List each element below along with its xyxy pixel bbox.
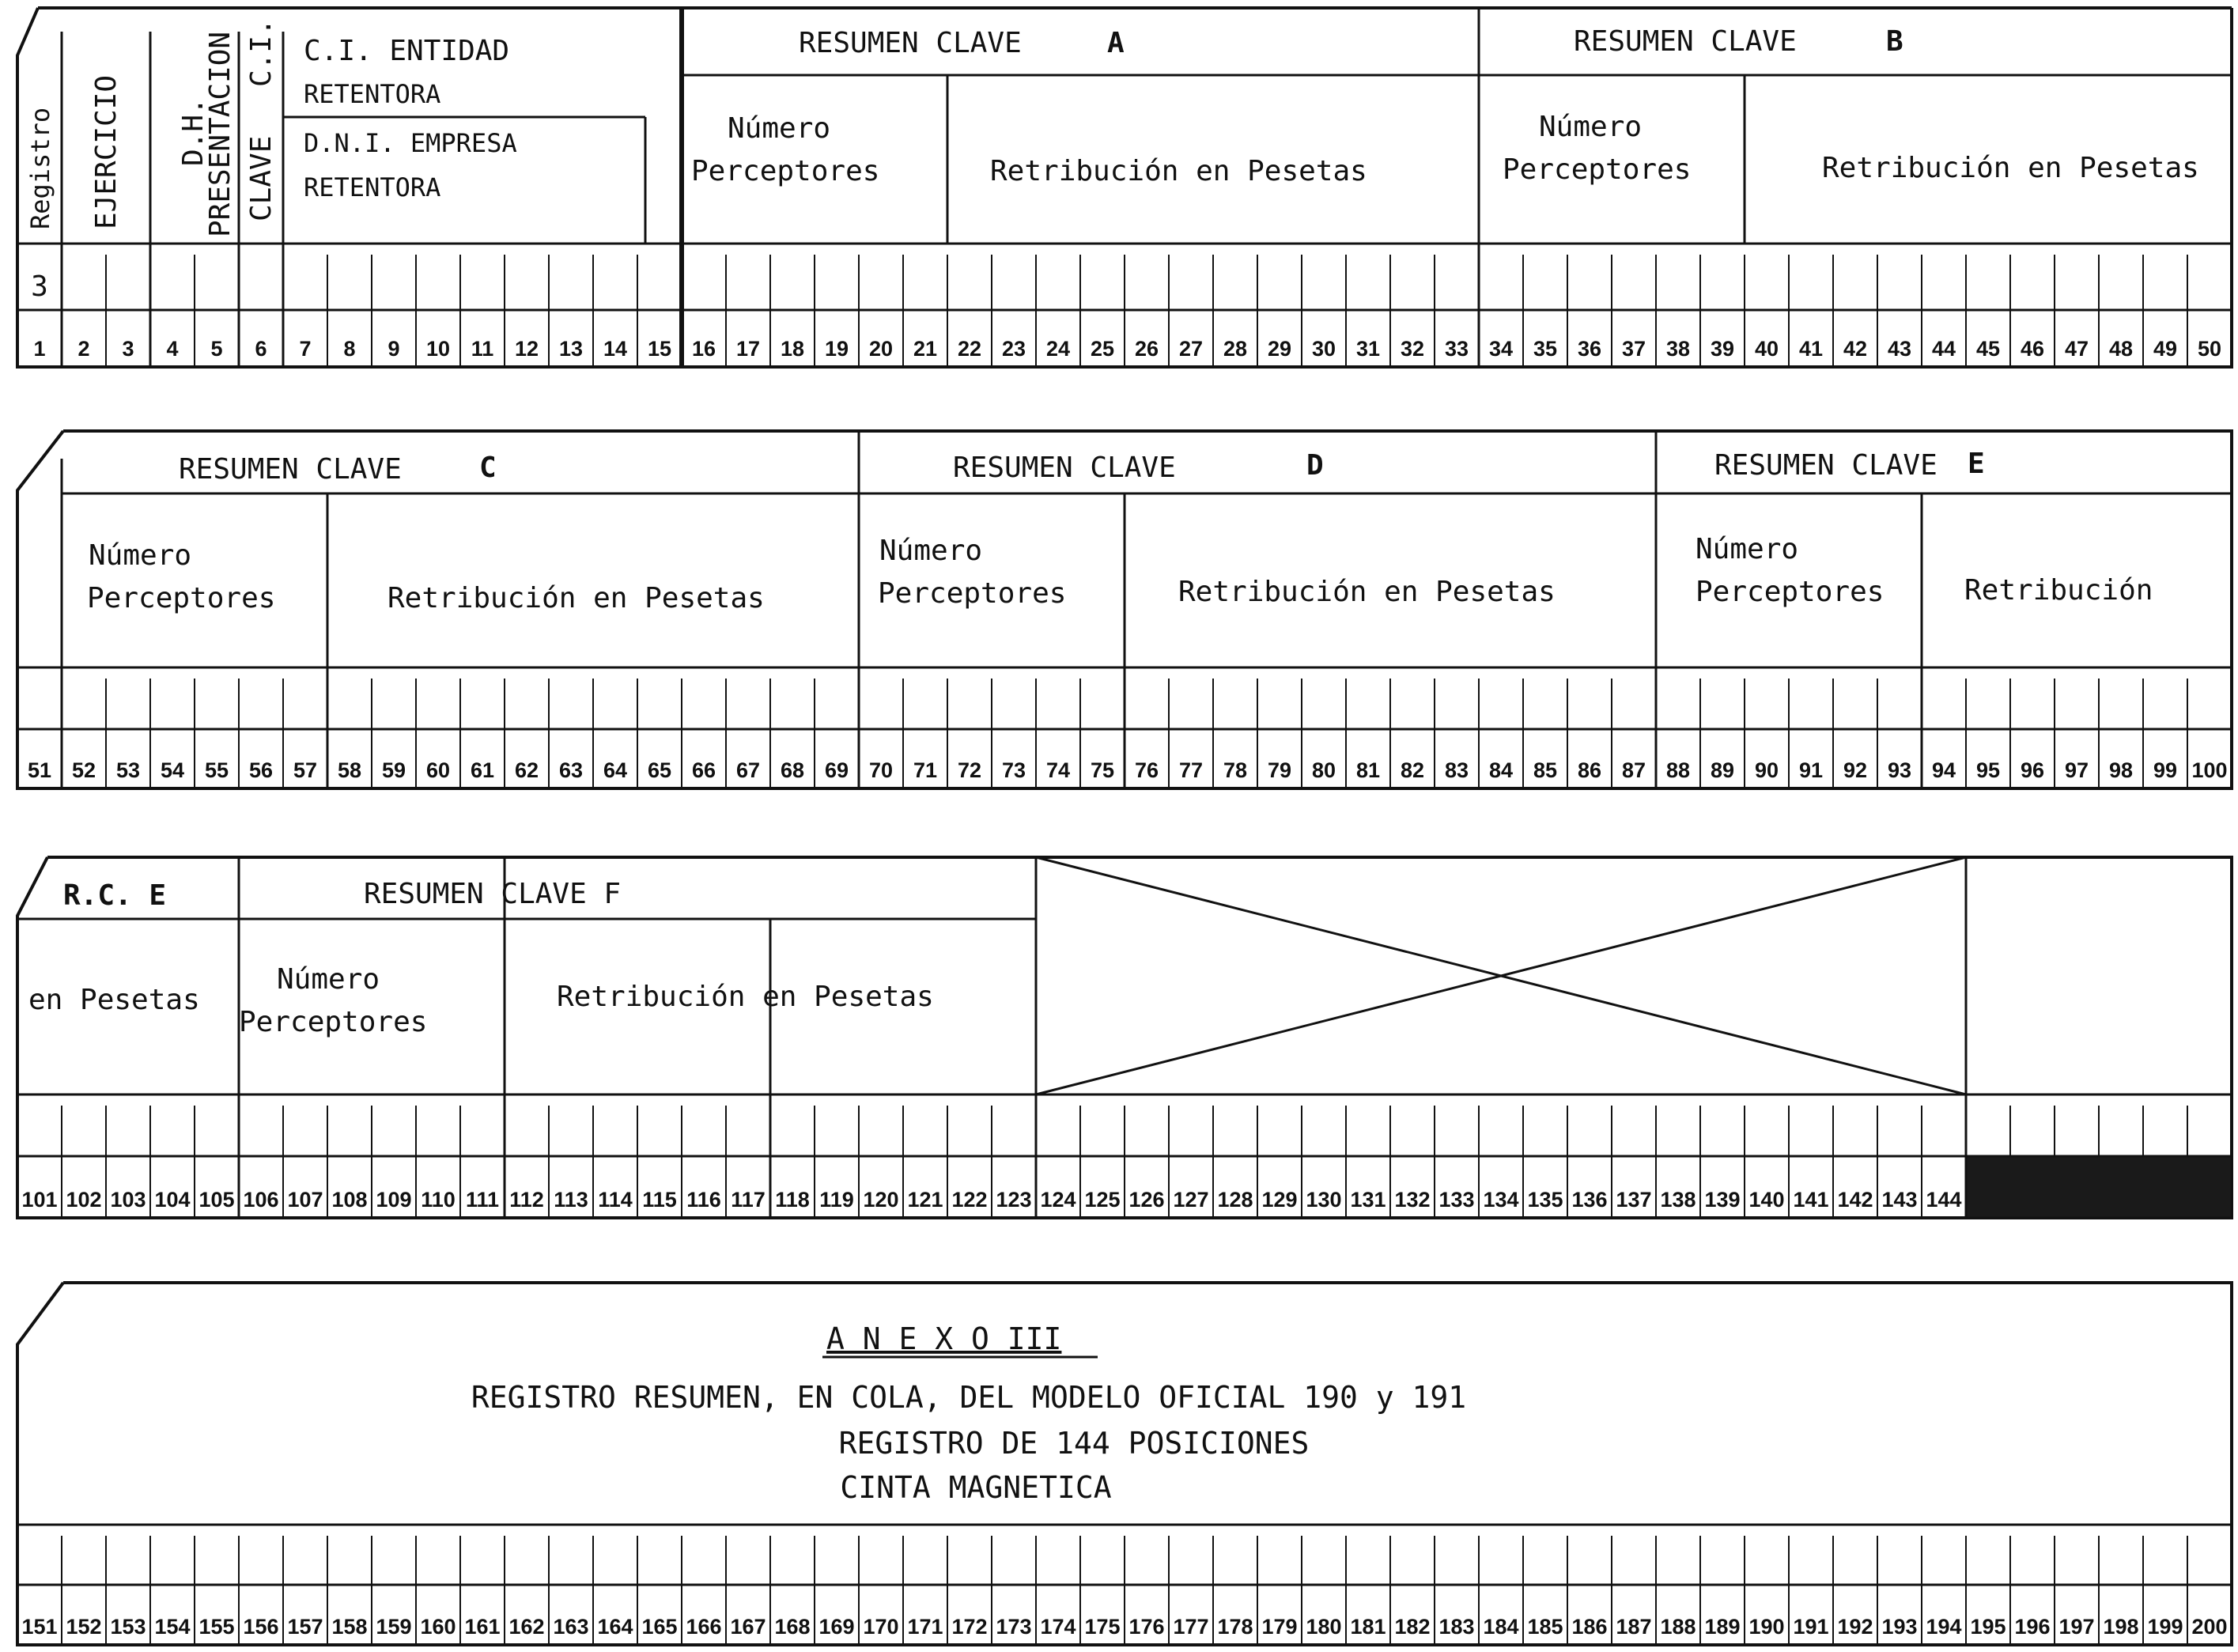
position-number: 125 bbox=[1084, 1188, 1121, 1212]
numero-a-label: Número bbox=[728, 112, 831, 145]
position-number: 122 bbox=[951, 1188, 988, 1212]
position-number: 172 bbox=[951, 1615, 988, 1639]
resumen-f-title: RESUMEN CLAVE F bbox=[364, 878, 622, 910]
numero-d-label: Número bbox=[879, 535, 983, 567]
position-number: 162 bbox=[508, 1615, 545, 1639]
position-number: 129 bbox=[1261, 1188, 1298, 1212]
numero-c-label: Número bbox=[89, 539, 192, 572]
position-number: 75 bbox=[1090, 758, 1115, 782]
position-number: 2 bbox=[77, 337, 90, 361]
position-number: 136 bbox=[1571, 1188, 1608, 1212]
position-number: 132 bbox=[1394, 1188, 1431, 1212]
position-number: 82 bbox=[1400, 758, 1425, 782]
position-number: 92 bbox=[1843, 758, 1868, 782]
numero-f-label: Número bbox=[277, 963, 380, 996]
retribucion-a-label: Retribución en Pesetas bbox=[990, 155, 1367, 187]
position-number: 196 bbox=[2014, 1615, 2051, 1639]
position-number: 64 bbox=[603, 758, 628, 782]
position-number: 10 bbox=[425, 337, 451, 361]
position-number: 199 bbox=[2147, 1615, 2183, 1639]
perceptores-c-label: Perceptores bbox=[87, 582, 276, 614]
position-number: 70 bbox=[868, 758, 894, 782]
position-number: 159 bbox=[376, 1615, 412, 1639]
perceptores-d-label: Perceptores bbox=[878, 577, 1067, 610]
position-number: 51 bbox=[27, 758, 52, 782]
position-number: 80 bbox=[1311, 758, 1336, 782]
position-number: 97 bbox=[2064, 758, 2089, 782]
position-number: 109 bbox=[376, 1188, 412, 1212]
position-number: 35 bbox=[1533, 337, 1558, 361]
rce-title: R.C. E bbox=[63, 879, 167, 912]
position-number: 21 bbox=[913, 337, 938, 361]
position-number: 177 bbox=[1173, 1615, 1209, 1639]
position-number: 27 bbox=[1178, 337, 1204, 361]
annex-line-1: REGISTRO RESUMEN, EN COLA, DEL MODELO OFICIAL 190 y 191 bbox=[471, 1380, 1467, 1415]
position-number: 61 bbox=[470, 758, 495, 782]
position-number: 154 bbox=[154, 1615, 191, 1639]
position-number: 59 bbox=[381, 758, 406, 782]
position-number: 85 bbox=[1533, 758, 1558, 782]
position-number: 37 bbox=[1621, 337, 1646, 361]
position-number: 14 bbox=[603, 337, 628, 361]
position-number: 1 bbox=[33, 337, 46, 361]
position-number: 186 bbox=[1571, 1615, 1608, 1639]
position-number: 128 bbox=[1217, 1188, 1253, 1212]
position-number: 19 bbox=[824, 337, 849, 361]
position-number: 111 bbox=[465, 1188, 500, 1212]
position-number: 160 bbox=[420, 1615, 456, 1639]
position-number: 101 bbox=[21, 1188, 58, 1212]
position-number: 137 bbox=[1616, 1188, 1652, 1212]
numero-b-label: Número bbox=[1539, 111, 1643, 143]
presentacion-label: PRESENTACION bbox=[204, 31, 236, 237]
position-number: 93 bbox=[1887, 758, 1912, 782]
retribucion-d-label: Retribución en Pesetas bbox=[1178, 576, 1556, 608]
retribucion-c-label: Retribución en Pesetas bbox=[387, 582, 765, 614]
position-number: 120 bbox=[863, 1188, 899, 1212]
position-number: 49 bbox=[2153, 337, 2178, 361]
position-number: 83 bbox=[1444, 758, 1469, 782]
position-number: 98 bbox=[2108, 758, 2134, 782]
position-number: 43 bbox=[1887, 337, 1912, 361]
position-number: 96 bbox=[2020, 758, 2045, 782]
position-number: 166 bbox=[686, 1615, 722, 1639]
annex-line-3: CINTA MAGNETICA bbox=[840, 1470, 1112, 1505]
resumen-c-key: C bbox=[479, 452, 497, 484]
resumen-a-key: A bbox=[1107, 27, 1125, 59]
position-number: 193 bbox=[1881, 1615, 1918, 1639]
position-number: 151 bbox=[21, 1615, 58, 1639]
perceptores-f-label: Perceptores bbox=[239, 1006, 428, 1038]
numero-e-label: Número bbox=[1696, 533, 1799, 565]
position-number: 110 bbox=[421, 1188, 456, 1212]
position-number: 74 bbox=[1045, 758, 1071, 782]
position-number: 13 bbox=[558, 337, 584, 361]
resumen-b-title: RESUMEN CLAVE bbox=[1574, 25, 1797, 58]
position-number: 131 bbox=[1350, 1188, 1386, 1212]
position-number: 25 bbox=[1090, 337, 1115, 361]
position-number: 156 bbox=[243, 1615, 279, 1639]
position-number: 119 bbox=[819, 1188, 854, 1212]
position-number: 81 bbox=[1355, 758, 1381, 782]
position-number: 187 bbox=[1616, 1615, 1652, 1639]
perceptores-b-label: Perceptores bbox=[1503, 153, 1692, 186]
position-number: 53 bbox=[115, 758, 141, 782]
position-number: 126 bbox=[1128, 1188, 1165, 1212]
position-number: 144 bbox=[1926, 1188, 1962, 1212]
position-number: 12 bbox=[514, 337, 539, 361]
retribucion-e-label: Retribución bbox=[1964, 574, 2153, 607]
position-number: 57 bbox=[293, 758, 318, 782]
resumen-d-key: D bbox=[1306, 449, 1324, 482]
position-number: 165 bbox=[641, 1615, 678, 1639]
position-number: 138 bbox=[1660, 1188, 1696, 1212]
position-number: 157 bbox=[287, 1615, 323, 1639]
position-number: 30 bbox=[1311, 337, 1336, 361]
resumen-a-title: RESUMEN CLAVE bbox=[799, 27, 1022, 59]
position-number: 26 bbox=[1134, 337, 1159, 361]
position-number: 180 bbox=[1306, 1615, 1342, 1639]
position-number: 54 bbox=[160, 758, 185, 782]
position-number: 60 bbox=[425, 758, 451, 782]
position-number: 152 bbox=[66, 1615, 102, 1639]
position-number: 56 bbox=[248, 758, 274, 782]
position-number: 173 bbox=[996, 1615, 1032, 1639]
position-number: 55 bbox=[204, 758, 229, 782]
position-number: 39 bbox=[1710, 337, 1735, 361]
position-number: 100 bbox=[2191, 758, 2228, 782]
registro-value: 3 bbox=[31, 270, 48, 303]
position-number: 181 bbox=[1350, 1615, 1386, 1639]
position-number: 47 bbox=[2064, 337, 2089, 361]
resumen-c-title: RESUMEN CLAVE bbox=[179, 453, 402, 486]
position-number: 52 bbox=[71, 758, 96, 782]
position-number: 171 bbox=[907, 1615, 943, 1639]
perceptores-a-label: Perceptores bbox=[691, 155, 880, 187]
position-number: 198 bbox=[2103, 1615, 2139, 1639]
position-number: 134 bbox=[1483, 1188, 1519, 1212]
position-number: 170 bbox=[863, 1615, 899, 1639]
position-number: 84 bbox=[1488, 758, 1514, 782]
position-number: 17 bbox=[735, 337, 761, 361]
position-number: 103 bbox=[110, 1188, 146, 1212]
resumen-d-title: RESUMEN CLAVE bbox=[953, 452, 1176, 484]
position-number: 143 bbox=[1881, 1188, 1918, 1212]
position-number: 77 bbox=[1178, 758, 1204, 782]
position-number: 87 bbox=[1621, 758, 1646, 782]
perceptores-e-label: Perceptores bbox=[1696, 576, 1885, 608]
position-number: 190 bbox=[1748, 1615, 1785, 1639]
position-number: 117 bbox=[731, 1188, 766, 1212]
position-number: 31 bbox=[1355, 337, 1381, 361]
shaded-unused-block bbox=[1966, 1156, 2232, 1218]
position-number: 127 bbox=[1173, 1188, 1209, 1212]
annex-title: A N E X O III bbox=[826, 1321, 1062, 1356]
position-number: 34 bbox=[1488, 337, 1514, 361]
position-number: 142 bbox=[1837, 1188, 1873, 1212]
position-number: 40 bbox=[1754, 337, 1779, 361]
resumen-e-key: E bbox=[1968, 448, 1985, 480]
position-number: 88 bbox=[1665, 758, 1691, 782]
position-number: 194 bbox=[1926, 1615, 1962, 1639]
position-number: 140 bbox=[1748, 1188, 1785, 1212]
position-number: 104 bbox=[154, 1188, 191, 1212]
position-number: 48 bbox=[2108, 337, 2134, 361]
position-number: 168 bbox=[774, 1615, 811, 1639]
position-number: 11 bbox=[471, 337, 494, 361]
position-number: 3 bbox=[122, 337, 134, 361]
position-number: 46 bbox=[2020, 337, 2045, 361]
annex-line-2: REGISTRO DE 144 POSICIONES bbox=[838, 1426, 1310, 1461]
position-number: 78 bbox=[1223, 758, 1248, 782]
dh-label: D.H. bbox=[177, 97, 210, 166]
resumen-b-key: B bbox=[1886, 25, 1903, 58]
position-number: 33 bbox=[1444, 337, 1469, 361]
position-number: 161 bbox=[464, 1615, 501, 1639]
position-number: 174 bbox=[1040, 1615, 1076, 1639]
position-number: 71 bbox=[913, 758, 938, 782]
position-number: 121 bbox=[907, 1188, 943, 1212]
ci-label: C.I. bbox=[245, 18, 278, 87]
position-number: 63 bbox=[558, 758, 584, 782]
position-number: 153 bbox=[110, 1615, 146, 1639]
resumen-e-title: RESUMEN CLAVE bbox=[1714, 449, 1937, 482]
position-number: 185 bbox=[1527, 1615, 1563, 1639]
position-number: 192 bbox=[1837, 1615, 1873, 1639]
position-number: 123 bbox=[996, 1188, 1032, 1212]
retribucion-b-label: Retribución en Pesetas bbox=[1822, 152, 2199, 184]
position-number: 95 bbox=[1975, 758, 2001, 782]
position-number: 116 bbox=[686, 1188, 721, 1212]
position-number: 164 bbox=[597, 1615, 633, 1639]
position-number: 115 bbox=[642, 1188, 677, 1212]
retribucion-f-label: Retribución en Pesetas bbox=[557, 981, 934, 1013]
position-number: 58 bbox=[337, 758, 362, 782]
position-number: 139 bbox=[1704, 1188, 1741, 1212]
position-number: 62 bbox=[514, 758, 539, 782]
position-number: 79 bbox=[1267, 758, 1292, 782]
position-number: 22 bbox=[957, 337, 982, 361]
empresa-label-2: RETENTORA bbox=[304, 172, 441, 202]
position-number: 112 bbox=[509, 1188, 544, 1212]
position-number: 94 bbox=[1931, 758, 1956, 782]
position-number: 155 bbox=[198, 1615, 235, 1639]
position-number: 99 bbox=[2153, 758, 2178, 782]
position-number: 9 bbox=[387, 337, 400, 361]
position-number: 188 bbox=[1660, 1615, 1696, 1639]
position-number: 67 bbox=[735, 758, 761, 782]
position-number: 107 bbox=[287, 1188, 323, 1212]
position-number: 124 bbox=[1040, 1188, 1076, 1212]
position-number: 183 bbox=[1438, 1615, 1475, 1639]
position-number: 65 bbox=[647, 758, 672, 782]
position-number: 38 bbox=[1665, 337, 1691, 361]
position-number: 113 bbox=[554, 1188, 588, 1212]
position-number: 8 bbox=[343, 337, 356, 361]
position-number: 182 bbox=[1394, 1615, 1431, 1639]
position-number: 15 bbox=[647, 337, 672, 361]
clave-label: CLAVE bbox=[245, 135, 278, 221]
entidad-label-2: RETENTORA bbox=[304, 79, 441, 109]
position-number: 16 bbox=[691, 337, 716, 361]
position-number: 200 bbox=[2191, 1615, 2228, 1639]
position-number: 184 bbox=[1483, 1615, 1519, 1639]
position-number: 29 bbox=[1267, 337, 1292, 361]
position-number: 130 bbox=[1306, 1188, 1342, 1212]
position-number: 179 bbox=[1261, 1615, 1298, 1639]
position-number: 91 bbox=[1798, 758, 1824, 782]
position-number: 158 bbox=[331, 1615, 368, 1639]
position-number: 4 bbox=[166, 337, 179, 361]
position-number: 20 bbox=[868, 337, 894, 361]
position-number: 195 bbox=[1970, 1615, 2006, 1639]
position-number: 175 bbox=[1084, 1615, 1121, 1639]
position-number: 18 bbox=[780, 337, 805, 361]
position-number: 105 bbox=[198, 1188, 235, 1212]
position-number: 50 bbox=[2197, 337, 2222, 361]
en-pesetas-label: en Pesetas bbox=[28, 984, 200, 1016]
position-number: 135 bbox=[1527, 1188, 1563, 1212]
position-number: 176 bbox=[1128, 1615, 1165, 1639]
position-number: 69 bbox=[824, 758, 849, 782]
position-number: 68 bbox=[780, 758, 805, 782]
position-number: 28 bbox=[1223, 337, 1248, 361]
position-number: 41 bbox=[1798, 337, 1824, 361]
position-number: 45 bbox=[1975, 337, 2001, 361]
position-number: 106 bbox=[243, 1188, 279, 1212]
registro-label: Registro bbox=[25, 107, 55, 229]
position-number: 90 bbox=[1754, 758, 1779, 782]
position-number: 169 bbox=[818, 1615, 855, 1639]
position-number: 108 bbox=[331, 1188, 368, 1212]
position-number: 6 bbox=[255, 337, 267, 361]
position-number: 42 bbox=[1843, 337, 1868, 361]
position-number: 197 bbox=[2058, 1615, 2095, 1639]
position-number: 118 bbox=[775, 1188, 810, 1212]
position-number: 89 bbox=[1710, 758, 1735, 782]
position-number: 191 bbox=[1793, 1615, 1829, 1639]
position-number: 114 bbox=[598, 1188, 633, 1212]
position-number: 5 bbox=[210, 337, 223, 361]
position-number: 66 bbox=[691, 758, 716, 782]
empresa-label: D.N.I. EMPRESA bbox=[304, 128, 517, 158]
position-number: 23 bbox=[1001, 337, 1026, 361]
position-number: 141 bbox=[1793, 1188, 1829, 1212]
position-number: 76 bbox=[1134, 758, 1159, 782]
position-number: 178 bbox=[1217, 1615, 1253, 1639]
position-number: 189 bbox=[1704, 1615, 1741, 1639]
position-number: 102 bbox=[66, 1188, 102, 1212]
position-number: 167 bbox=[730, 1615, 766, 1639]
position-number: 7 bbox=[299, 337, 312, 361]
ejercicio-label: EJERCICIO bbox=[90, 74, 123, 229]
position-number: 86 bbox=[1577, 758, 1602, 782]
position-number: 44 bbox=[1931, 337, 1956, 361]
position-number: 36 bbox=[1577, 337, 1602, 361]
position-number: 133 bbox=[1438, 1188, 1475, 1212]
position-number: 163 bbox=[553, 1615, 589, 1639]
position-number: 73 bbox=[1001, 758, 1026, 782]
position-number: 32 bbox=[1400, 337, 1425, 361]
position-number: 72 bbox=[957, 758, 982, 782]
entidad-label: C.I. ENTIDAD bbox=[304, 35, 510, 67]
position-number: 24 bbox=[1045, 337, 1071, 361]
